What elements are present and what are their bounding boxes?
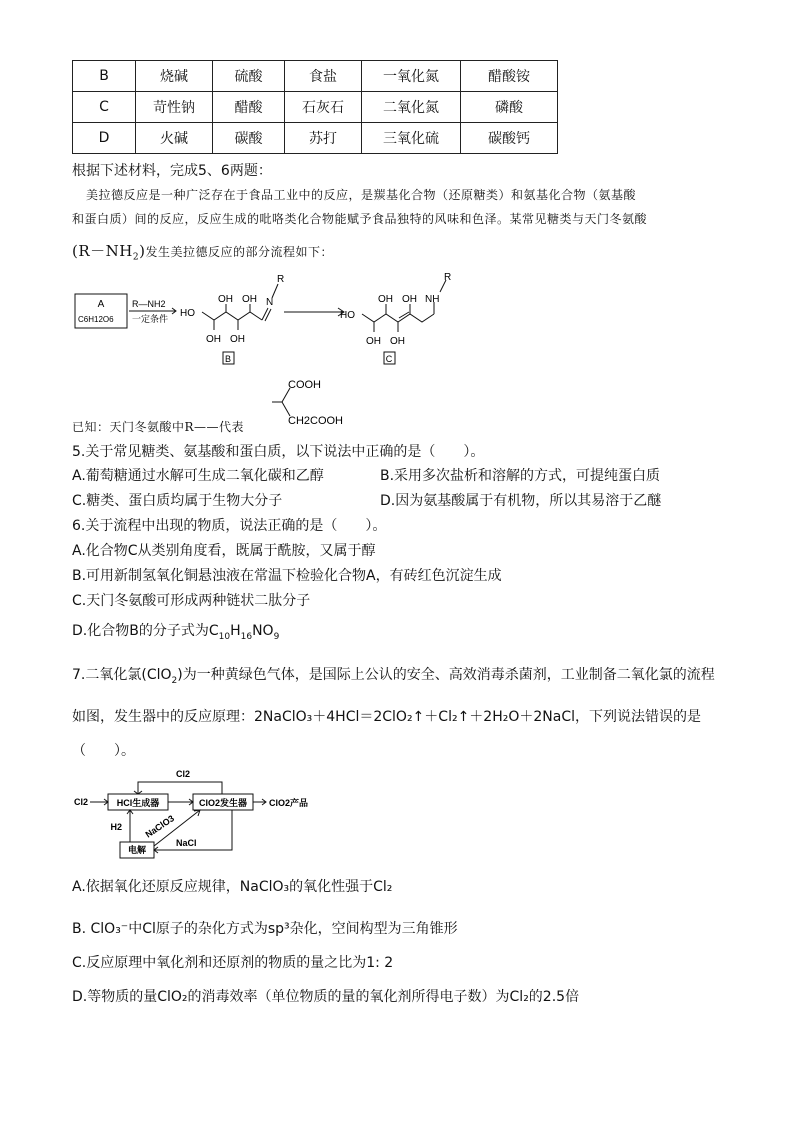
r-group-structure [262, 376, 372, 428]
table-cell: 碳酸钙 [461, 123, 558, 154]
q5-stem: 5.关于常见糖类、氨基酸和蛋白质，以下说法中正确的是（ ）。 [72, 444, 485, 460]
ho-group: HO [180, 308, 195, 319]
q6-option-a: A.化合物C从类别角度看，既属于酰胺，又属于醇 [72, 543, 376, 559]
table-cell: 食盐 [285, 61, 362, 92]
cooh-label: COOH [288, 379, 321, 391]
n-atom: N [266, 297, 274, 308]
material-line-3: $(R-NH_2)$发生美拉德反应的部分流程如下： [72, 242, 333, 263]
reagent-label: R—NH2 [132, 299, 166, 309]
known-note: 已知：天门冬氨酸中R——代表 [72, 420, 245, 434]
oh-group: OH [390, 336, 405, 347]
nh-group: NH [425, 294, 440, 305]
oh-group: OH [242, 294, 257, 305]
q7-option-a: A.依据氧化还原反应规律，NaClO₃的氧化性强于Cl₂ [72, 879, 393, 895]
table-cell: 磷酸 [461, 92, 558, 123]
q7-stem-line-2: 如图，发生器中的反应原理：2NaClO₃＋4HCl＝2ClO₂↑＋Cl₂↑＋2H₂O＋2NaCl，下列说法错误的是 [72, 709, 701, 725]
table-cell: 苛性钠 [136, 92, 213, 123]
q6-stem: 6.关于流程中出现的物质，说法正确的是（ ）。 [72, 518, 387, 534]
intro-text: 根据下述材料，完成5、6两题： [72, 163, 272, 179]
table-cell: 三氧化硫 [362, 123, 461, 154]
table-row [73, 92, 558, 123]
reagent-formula: (R－NH [72, 242, 133, 260]
table-cell: 碳酸 [213, 123, 285, 154]
material-line-1: 美拉德反应是一种广泛存在于食品工业中的反应，是羰基化合物（还原糖类）和氨基化合物（氨基酸 [86, 188, 637, 202]
q6-option-d: D.化合物B的分子式为$C_{10}H_{16}NO_9$ [72, 623, 280, 642]
clo2-flow-diagram [72, 762, 332, 860]
q5-option-c: C.糖类、蛋白质均属于生物大分子 [72, 493, 283, 509]
oh-group: OH [402, 294, 417, 305]
hcl-generator: HCl生成器 [116, 798, 160, 808]
compound-a-label: A [97, 299, 105, 310]
table-cell: C [73, 92, 136, 123]
table-cell: 醋酸 [213, 92, 285, 123]
oh-group: OH [378, 294, 393, 305]
ho-group: HO [340, 310, 355, 321]
q5-option-b: B.采用多次盐析和溶解的方式，可提纯蛋白质 [380, 468, 661, 484]
label-b: B [224, 354, 232, 364]
q5-option-d: D.因为氨基酸属于有机物，所以其易溶于乙醚 [380, 493, 662, 509]
table-cell: 醋酸铵 [461, 61, 558, 92]
oh-group: OH [230, 334, 245, 345]
table-cell: D [73, 123, 136, 154]
q7-option-b: B. ClO₃⁻中Cl原子的杂化方式为sp³杂化，空间构型为三角锥形 [72, 921, 458, 937]
cl2-recycle-label: Cl2 [176, 769, 191, 779]
options-table [72, 60, 558, 154]
table-cell: 火碱 [136, 123, 213, 154]
ch2cooh-label: CH2COOH [288, 415, 344, 427]
compound-a-formula: C6H12O6 [78, 315, 114, 324]
q7-stem-line-3: （ ）。 [72, 743, 135, 759]
cl2-input-label: Cl2 [74, 797, 89, 807]
oh-group: OH [206, 334, 221, 345]
oh-group: OH [366, 336, 381, 347]
table-cell: 烧碱 [136, 61, 213, 92]
material-line-2: 和蛋白质）间的反应，反应生成的吡咯类化合物能赋予食品独特的风味和色泽。某常见糖类与天门冬氨酸 [72, 212, 648, 226]
table-cell: 苏打 [285, 123, 362, 154]
table-cell: 硫酸 [213, 61, 285, 92]
q7-option-d: D.等物质的量ClO₂的消毒效率（单位物质的量的氧化剂所得电子数）为Cl₂的2.5倍 [72, 989, 580, 1005]
h2-label: H2 [110, 822, 122, 832]
naclo3-label: NaClO3 [143, 813, 177, 840]
q7-stem-line-1: 7.二氧化氯(ClO$_2$)为一种黄绿色气体，是国际上公认的安全、高效消毒杀菌剂，工业制备二氧化氯的流程 [72, 667, 715, 686]
q5-option-a: A.葡萄糖通过水解可生成二氧化碳和乙醇 [72, 468, 324, 484]
clo2-product: ClO2产品 [269, 798, 309, 808]
r-group: R [277, 274, 285, 285]
oh-group: OH [218, 294, 233, 305]
table-cell: 石灰石 [285, 92, 362, 123]
nacl-label: NaCl [176, 838, 197, 848]
table-cell: 二氧化氮 [362, 92, 461, 123]
table-cell: B [73, 61, 136, 92]
table-row [73, 123, 558, 154]
clo2-generator: ClO2发生器 [198, 798, 248, 808]
condition-label: 一定条件 [132, 314, 169, 324]
table-row [73, 61, 558, 92]
q7-option-c: C.反应原理中氧化剂和还原剂的物质的量之比为1: 2 [72, 955, 394, 971]
r-group: R [444, 272, 452, 283]
electrolysis-cell: 电解 [127, 845, 147, 855]
table-cell: 一氧化氮 [362, 61, 461, 92]
maillard-scheme [72, 268, 482, 380]
label-c: C [385, 354, 393, 364]
q6-option-b: B.可用新制氢氧化铜悬浊液在常温下检验化合物A，有砖红色沉淀生成 [72, 568, 502, 584]
q6-option-c: C.天门冬氨酸可形成两种链状二肽分子 [72, 593, 311, 609]
